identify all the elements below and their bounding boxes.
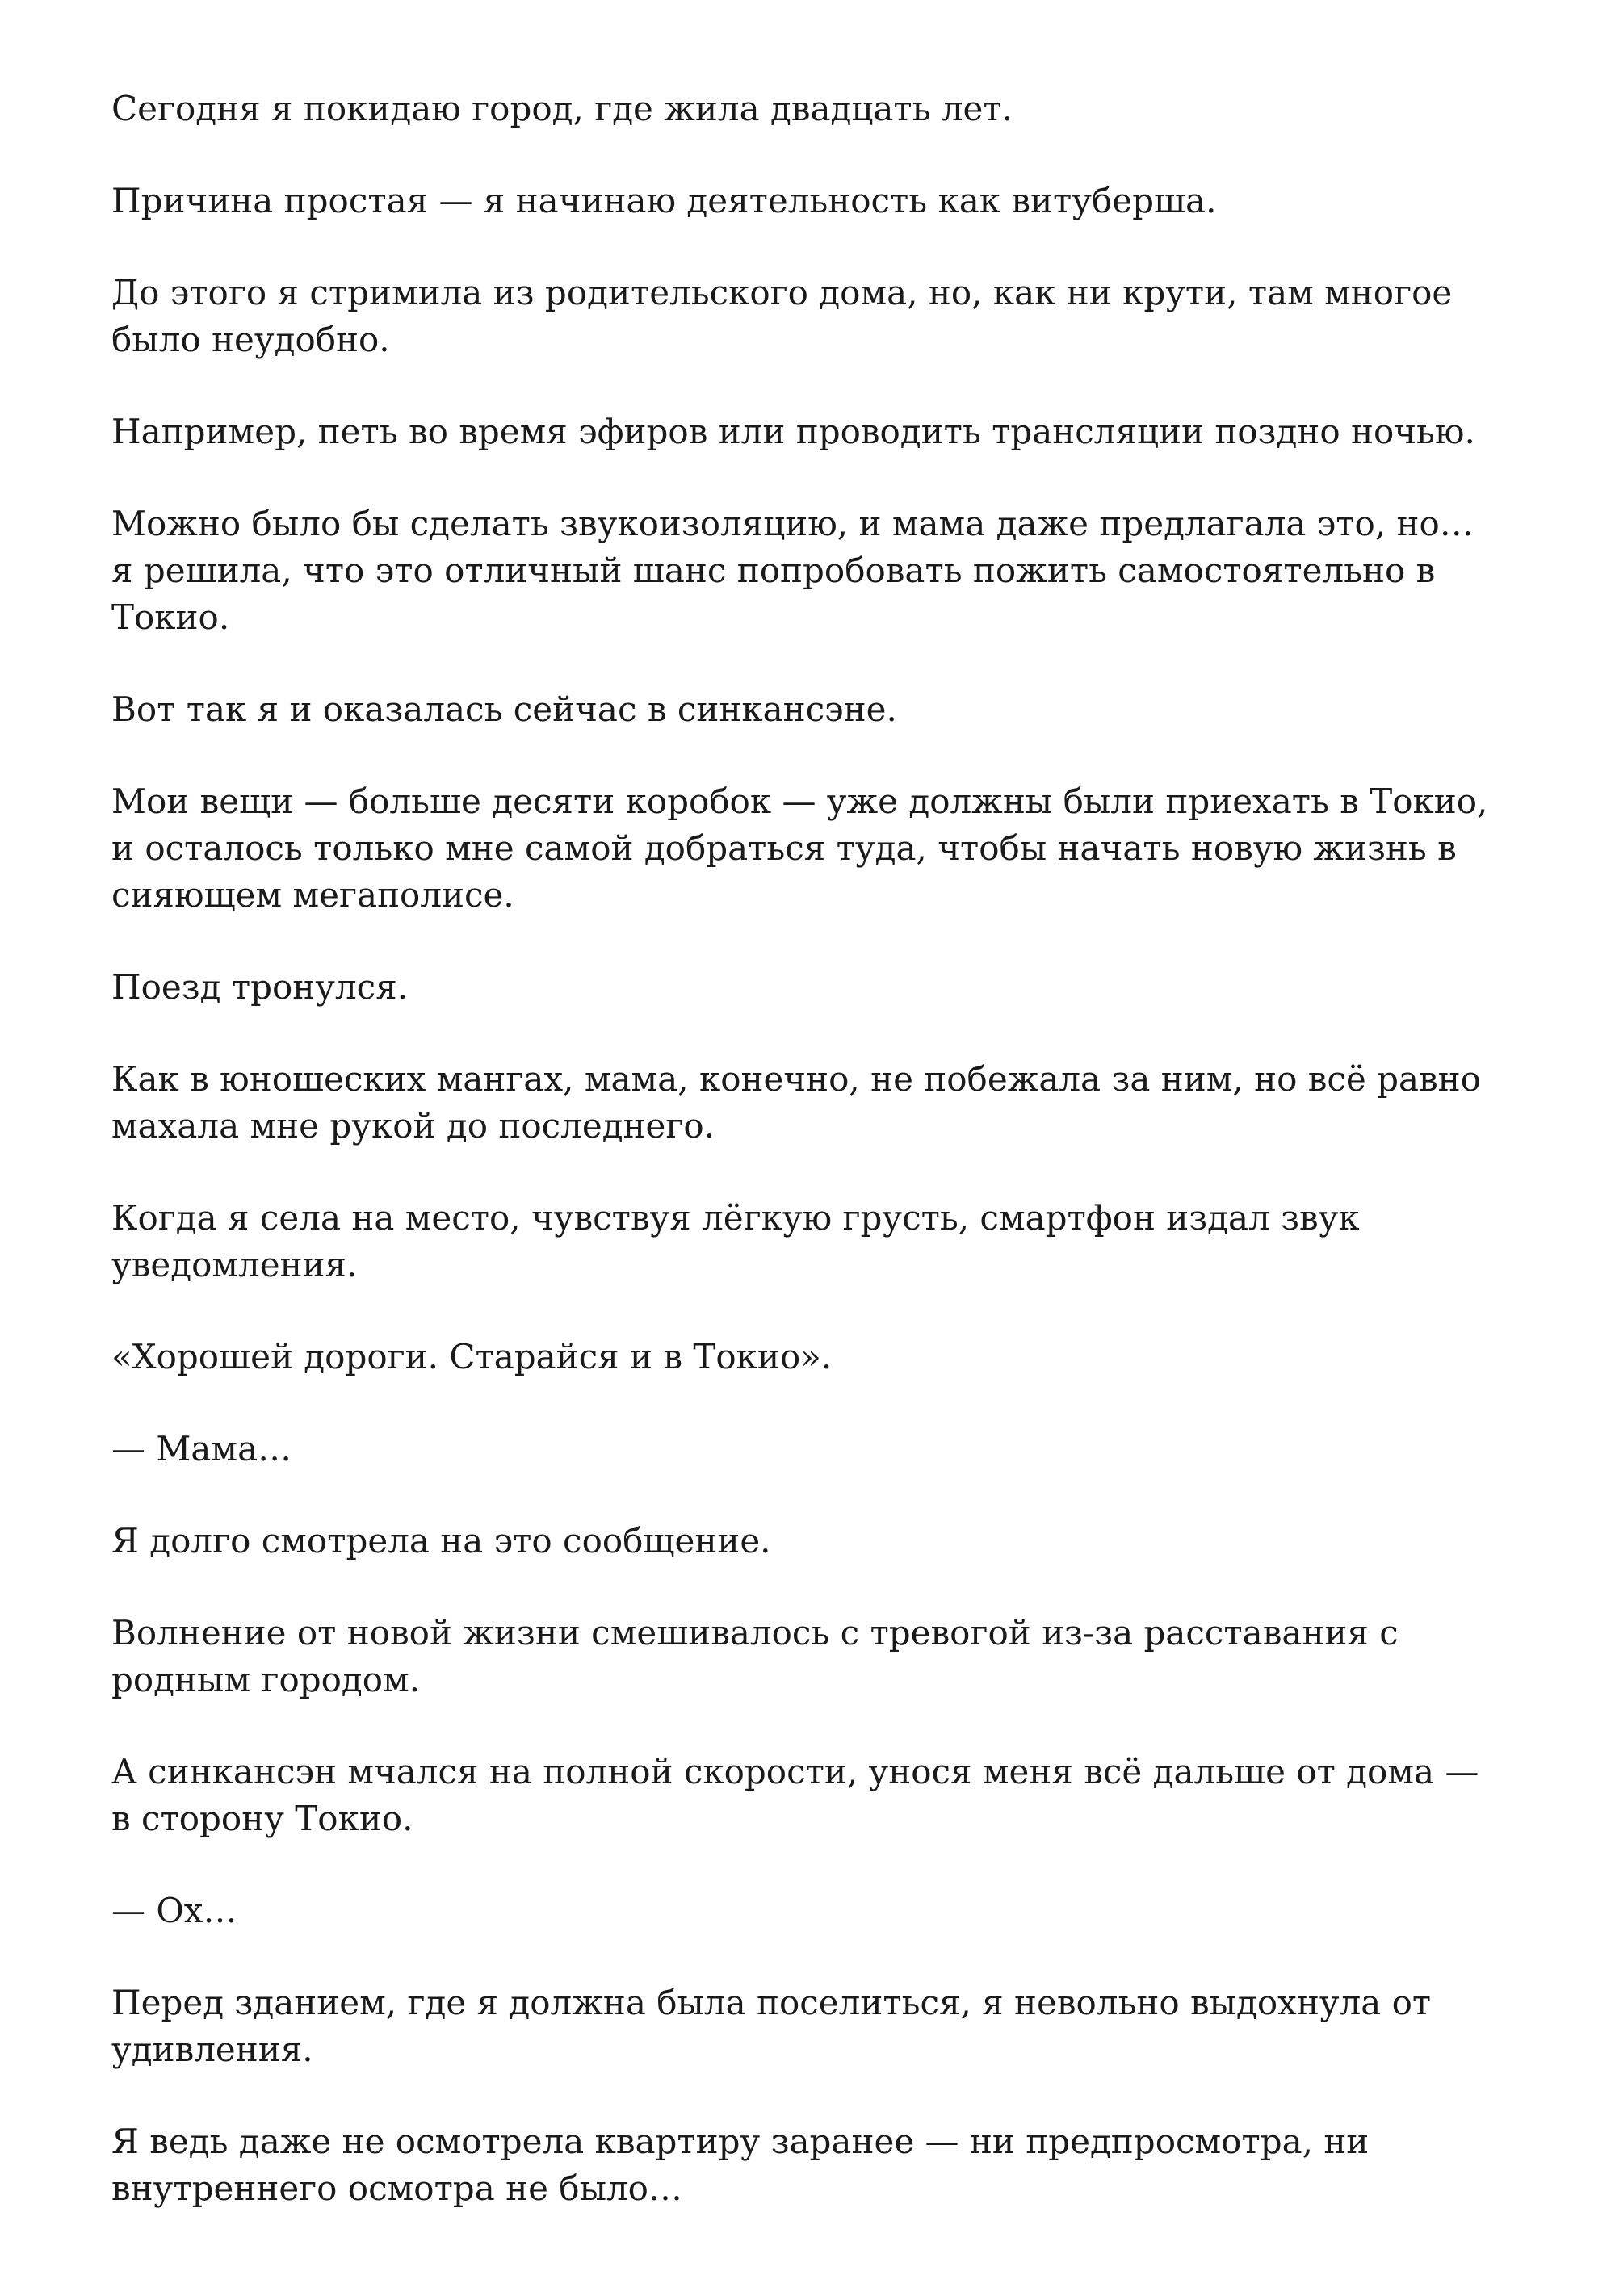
paragraph: Волнение от новой жизни смешивалось с тревогой из-за расставания с родным городом. — [111, 1613, 1399, 1699]
document-page — [111, 86, 1533, 2257]
paragraph: Вот так я и оказалась сейчас в синкансэне. — [111, 689, 897, 729]
paragraph: Сегодня я покидаю город, где жила двадцать лет. — [111, 89, 1013, 128]
paragraph: Когда я села на место, чувствуя лёгкую грусть, смартфон издал звук уведомления. — [111, 1198, 1360, 1284]
paragraph: Поезд тронулся. — [111, 967, 409, 1007]
paragraph: Как в юношеских мангах, мама, конечно, не побежала за ним, но всё равно махала мне рукой до последнего. — [111, 1059, 1481, 1146]
paragraph: А синкансэн мчался на полной скорости, унося меня всё дальше от дома — в сторону Токио. — [111, 1752, 1479, 1838]
paragraph: «Хорошей дороги. Старайся и в Токио». — [111, 1337, 833, 1376]
paragraph: До этого я стримила из родительского дома, но, как ни крути, там многое было неудобно. — [111, 273, 1453, 359]
paragraph: Мои вещи — больше десяти коробок — уже должны были приехать в Токио, и осталось только мне самой добраться туда, чтобы начать новую жизнь в сияющем мегаполисе. — [111, 781, 1488, 915]
dialogue-line: — Мама… — [111, 1429, 292, 1469]
paragraph: Перед зданием, где я должна была поселиться, я невольно выдохнула от удивления. — [111, 1983, 1432, 2069]
paragraph: Например, петь во время эфиров или проводить трансляции поздно ночью. — [111, 412, 1475, 451]
dialogue-line: — Ох… — [111, 1891, 237, 1930]
paragraph: Я ведь даже не осмотрела квартиру заранее — ни предпросмотра, ни внутреннего осмотра не было… — [111, 2122, 1370, 2208]
paragraph: Причина простая — я начинаю деятельность как витуберша. — [111, 181, 1217, 220]
paragraph: Можно было бы сделать звукоизоляцию, и мама даже предлагала это, но… я решила, что это отличный шанс попробовать пожить самостоятельно в Токио. — [111, 504, 1474, 637]
paragraph: Я долго смотрела на это сообщение. — [111, 1521, 771, 1561]
